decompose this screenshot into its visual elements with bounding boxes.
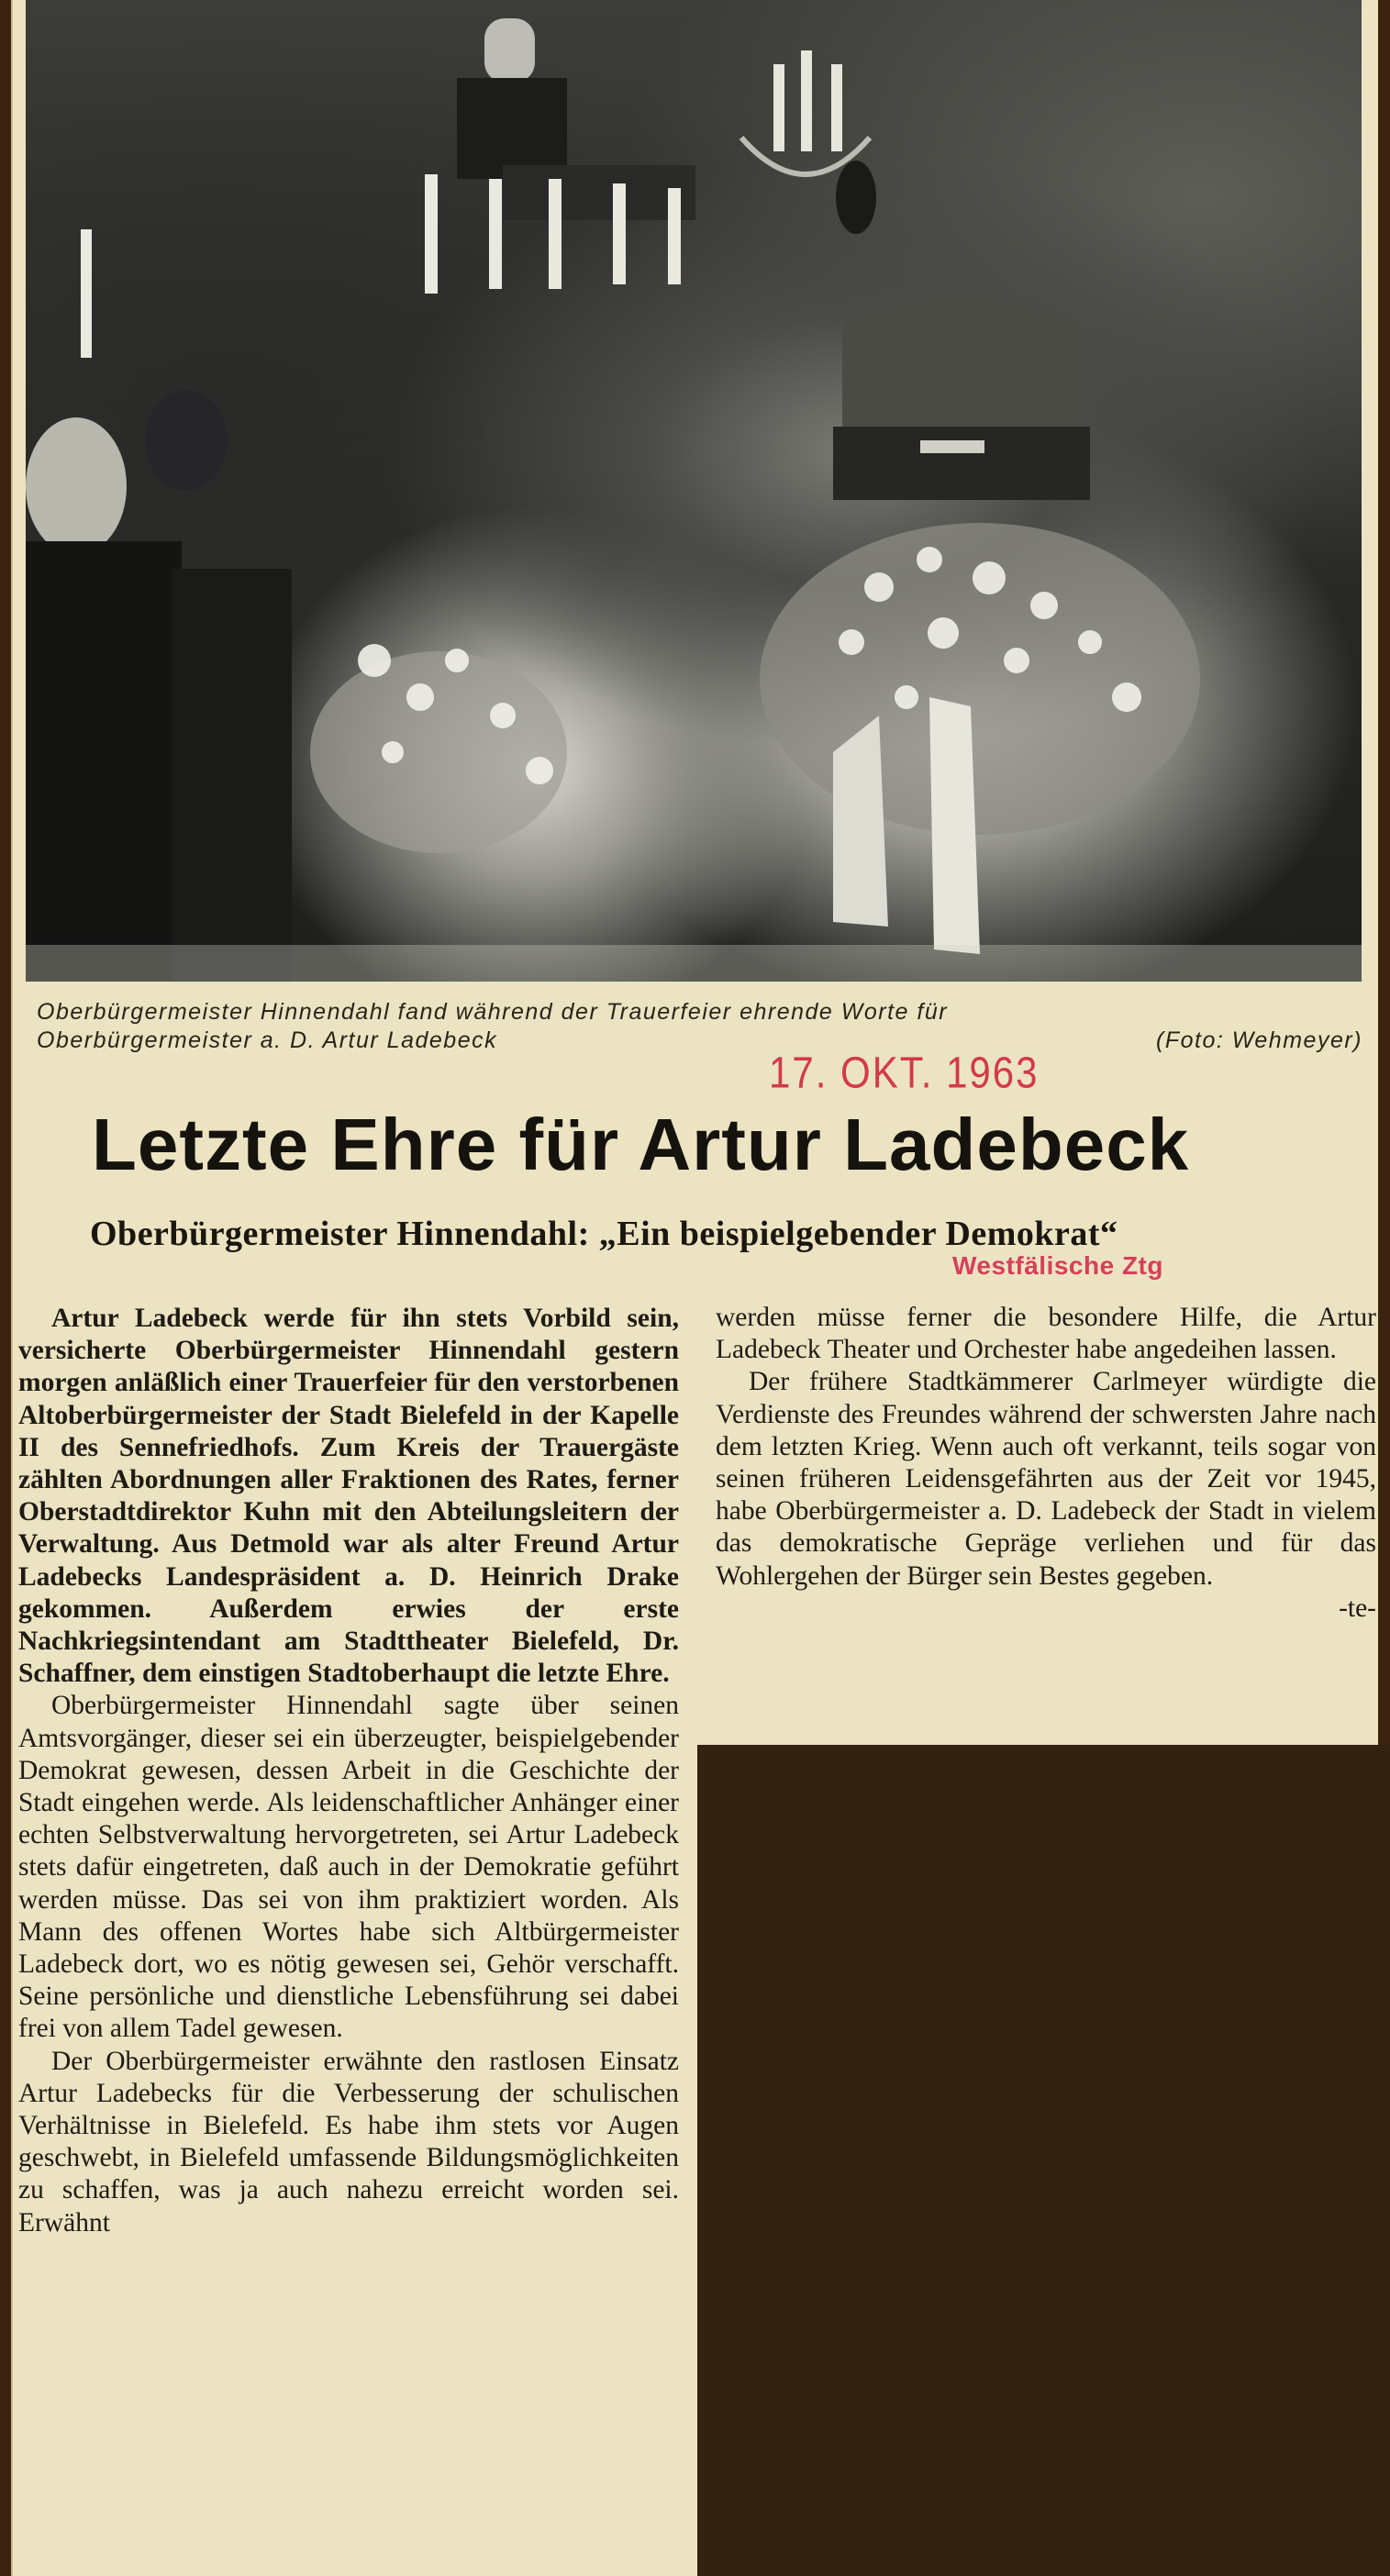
funeral-photo-illustration — [26, 0, 1362, 982]
article-column-right — [716, 1302, 1376, 1625]
caption-line-2 — [37, 1027, 1362, 1055]
date-stamp: 17. OKT. 1963 — [769, 1048, 1040, 1098]
photo-credit: (Foto: Wehmeyer) — [1156, 1027, 1362, 1053]
article-column-left — [18, 1303, 679, 2239]
paragraph-4: Der frühere Stadtkämmerer Carlmeyer würdigte die Verdienste des Freundes während der schwersten Jahre nach dem letzten Krieg. Wenn auch oft verkannt, teils sogar von seinen früheren Leidensgefährten aus der Zeit vor 1945, habe Oberbürgermeister a. D. Ladebeck der Stadt in vielem das demokratische Gepräge verliehen und für das Wohlergehen der Bürger sein Bestes gegeben. — [716, 1367, 1376, 1591]
subheadline: Oberbürgermeister Hinnendahl: „Ein beispielgebender Demokrat“ — [90, 1215, 1118, 1253]
author-signature: -te- — [1339, 1593, 1376, 1623]
funeral-photo — [26, 0, 1362, 982]
paragraph-3: Der Oberbürgermeister erwähnte den rastlosen Einsatz Artur Ladebecks für die Verbesserung der schulischen Verhältnisse in Bielefeld. Es habe ihm stets vor Augen geschwebt, in Bielefeld umfassende Bildungsmöglichkeiten zu schaffen, was ja auch nahezu erreicht worden sei. Erwähnt — [18, 2046, 679, 2237]
paragraph-3-continued: werden müsse ferner die besondere Hilfe, die Artur Ladebeck Theater und Orchester habe angedeihen lassen. — [716, 1303, 1376, 1365]
newspaper-stamp: Westfälische Ztg — [952, 1251, 1163, 1280]
caption-line-1: Oberbürgermeister Hinnendahl fand während der Trauerfeier ehrende Worte für — [37, 999, 949, 1025]
lead-paragraph: Artur Ladebeck werde für ihn stets Vorbild sein, versicherte Oberbürgermeister Hinnendahl gestern morgen anläßlich einer Trauerfeier für den verstorbenen Altoberbürgermeister der Stadt Bielefeld in der Kapelle II des Sennefriedhofs. Zum Kreis der Trauergäste zählten Abordnungen aller Fraktionen des Rates, ferner Oberstadtdirektor Kuhn mit den Abteilungsleitern der Verwaltung. Aus Detmold war als alter Freund Artur Ladebecks Landespräsident a. D. Heinrich Drake gekommen. Außerdem erwies der erste Nachkriegsintendant am Stadttheater Bielefeld, Dr. Schaffner, dem einstigen Stadtoberhaupt die letzte Ehre. — [18, 1304, 679, 1689]
photo-caption — [37, 998, 1362, 1055]
background-backing-board — [697, 1745, 1390, 2576]
caption-subject: Oberbürgermeister a. D. Artur Ladebeck — [37, 1027, 498, 1053]
paragraph-2: Oberbürgermeister Hinnendahl sagte über seinen Amtsvorgänger, dieser sei ein überzeugter, beispielgebender Demokrat gewesen, dessen Arbeit in die Geschichte der Stadt eingehen werde. Als leidenschaftlicher Anhänger einer echten Selbstverwaltung hervorgetreten, sei Artur Ladebeck stets dafür eingetreten, daß auch in der Demokratie geführt werden müsse. Das sei von ihm praktiziert worden. Als Mann des offenen Wortes habe sich Altbürgermeister Ladebeck dort, wo es nötig gewesen sei, Gehör verschafft. Seine persönliche und dienstliche Lebensführung sei dabei frei von allem Tadel gewesen. — [18, 1691, 679, 2044]
headline: Letzte Ehre für Artur Ladebeck — [92, 1104, 1190, 1185]
